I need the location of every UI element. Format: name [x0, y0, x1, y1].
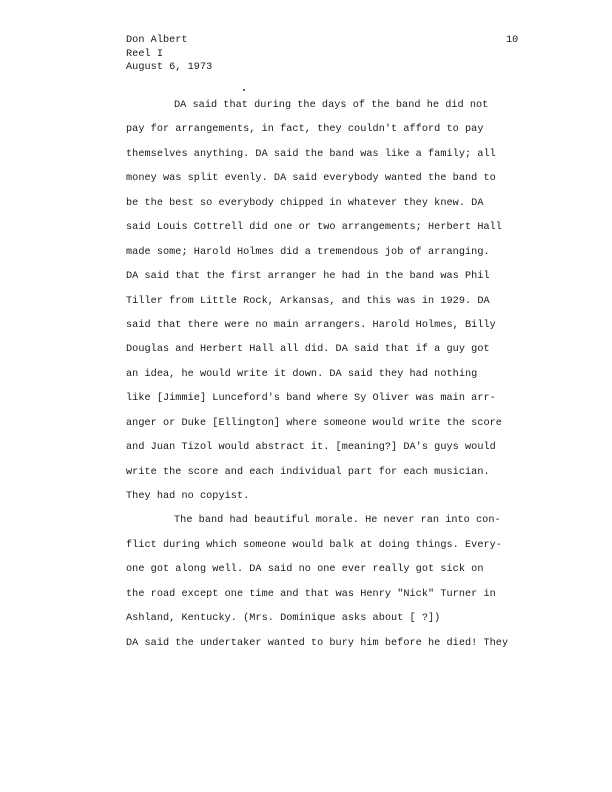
- text-line: the road except one time and that was Henry "Nick" Turner in: [126, 588, 496, 600]
- text-line: DA said that the first arranger he had in the band was Phil: [126, 271, 490, 283]
- text-line: pay for arrangements, in fact, they couldn't afford to pay: [126, 124, 484, 136]
- text-line: anger or Duke [Ellington] where someone would write the score: [126, 417, 502, 429]
- text-line: DA said that during the days of the band he did not: [174, 100, 489, 111]
- text-line: They had no copyist.: [126, 491, 250, 502]
- text-line: like [Jimmie] Lunceford's band where Sy Oliver was main arr-: [126, 393, 496, 405]
- text-line: DA said the undertaker wanted to bury him before he died! They: [126, 637, 509, 649]
- text-line: Douglas and Herbert Hall all did. DA said that if a guy got: [126, 344, 490, 356]
- text-line: an idea, he would write it down. DA said they had nothing: [126, 368, 478, 380]
- text-line: money was split evenly. DA said everybody wanted the band to: [126, 173, 496, 185]
- text-line: made some; Harold Holmes did a tremendous job of arranging.: [126, 246, 490, 258]
- text-line: said that there were no main arrangers. Harold Holmes, Billy: [126, 319, 496, 331]
- transcript-body: [126, 94, 546, 656]
- text-line: be the best so everybody chipped in whatever they knew. DA: [126, 197, 484, 209]
- text-line: flict during which someone would balk at doing things. Every-: [126, 539, 502, 551]
- text-line: and Juan Tizol would abstract it. [meaning?] DA's guys would: [126, 442, 496, 454]
- header-reel: Reel I: [126, 48, 163, 60]
- text-line: write the score and each individual part for each musician.: [126, 466, 490, 478]
- text-line: one got along well. DA said no one ever really got sick on: [126, 564, 484, 576]
- text-line: Ashland, Kentucky. (Mrs. Dominique asks about [ ?]): [126, 613, 441, 625]
- text-line: The band had beautiful morale. He never ran into con-: [174, 515, 501, 527]
- text-line: themselves anything. DA said the band was like a family; all: [126, 148, 496, 160]
- text-line: Tiller from Little Rock, Arkansas, and this was in 1929. DA: [126, 295, 490, 307]
- header-name: Don Albert: [126, 35, 188, 46]
- scan-speck: [243, 89, 245, 91]
- page-number: 10: [506, 35, 519, 46]
- document-header: [126, 34, 212, 75]
- header-date: August 6, 1973: [126, 62, 213, 73]
- text-line: said Louis Cottrell did one or two arrangements; Herbert Hall: [126, 222, 502, 234]
